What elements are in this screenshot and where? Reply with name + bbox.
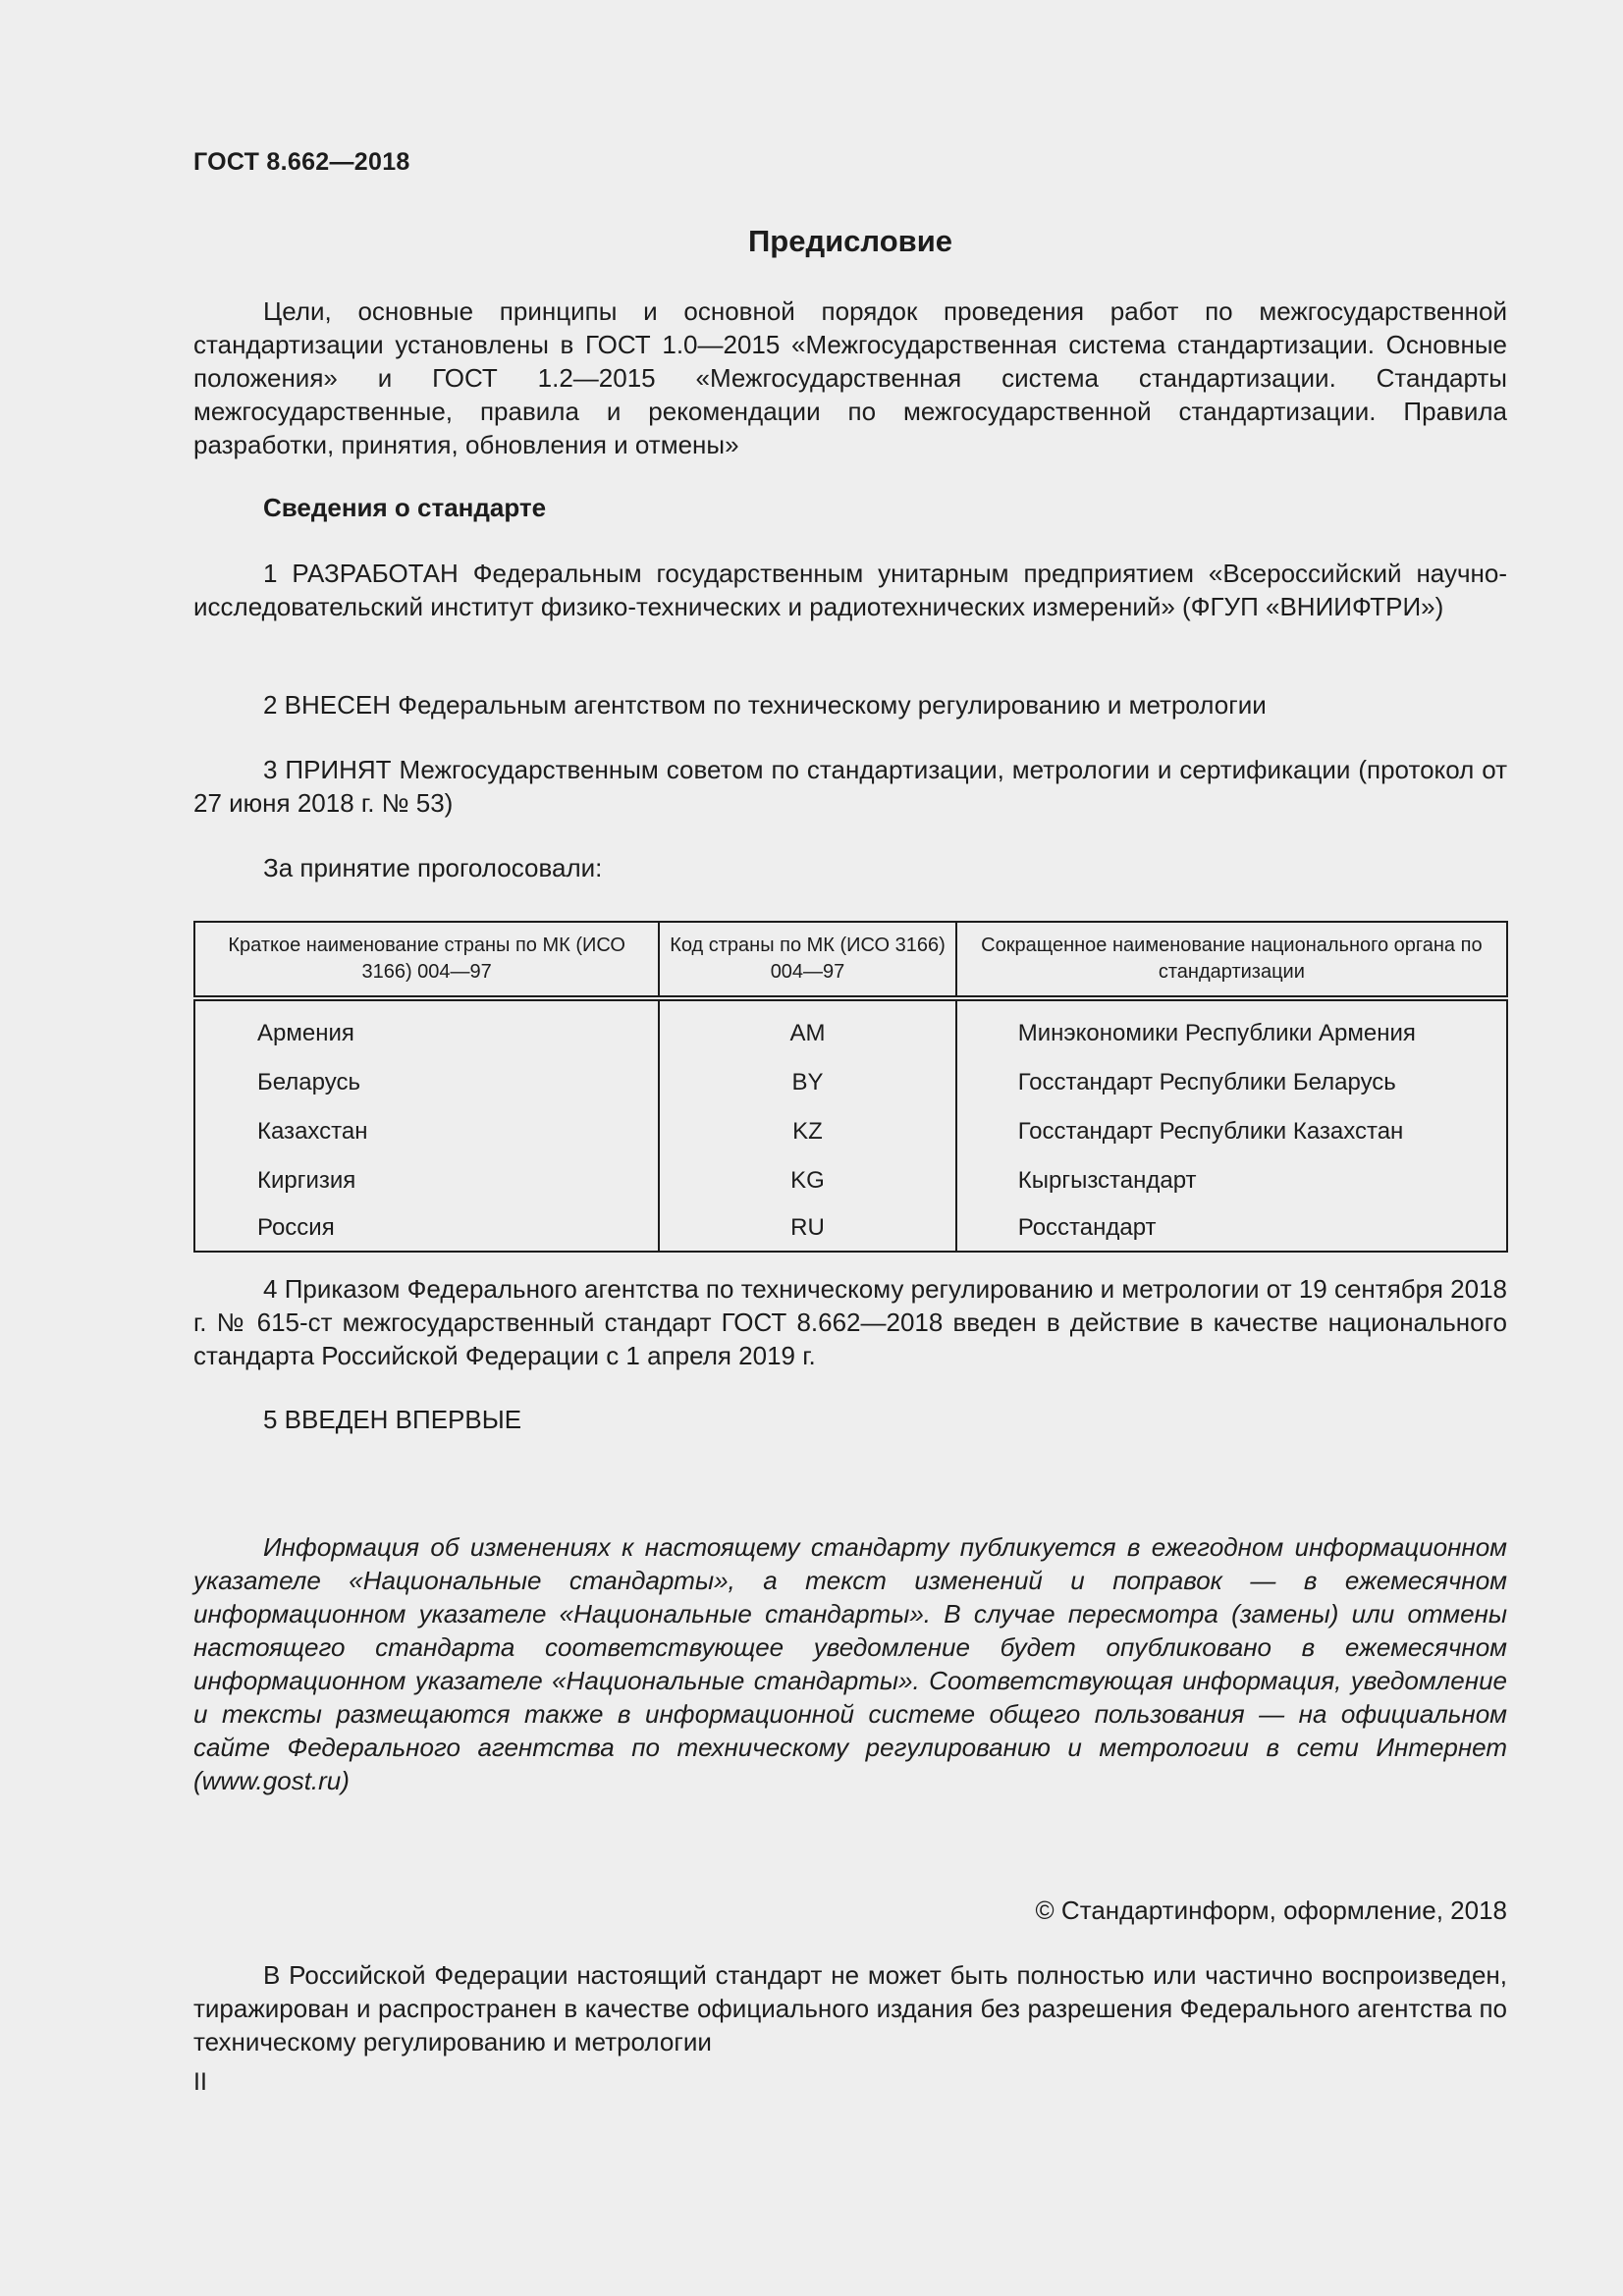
vote-label: За принятие проголосовали: [263, 853, 603, 882]
item-1-block [193, 557, 1507, 623]
info-heading: Сведения о стандарте [263, 493, 547, 522]
cell-country: Армения [257, 1020, 354, 1046]
cell-country: Казахстан [257, 1118, 368, 1145]
intro-section [193, 294, 1507, 461]
cell-country: Россия [257, 1214, 335, 1241]
table-row [194, 1205, 1507, 1252]
cell-country: Киргизия [257, 1167, 356, 1194]
intro-paragraph: Цели, основные принципы и основной порядок проведения работ по межгосударственной стандартизации установлены в ГОСТ 1.0—2015 «Межгосударственная система стандартизации. Основные положения» и ГОСТ 1.2—2015 «Межгосударственная система стандартизации. Стандарты межгосударственные, правила и рекомендации по межгосударственной стандартизации. Правила разработки, принятия, обновления и отмены» [193, 296, 1507, 459]
table-row [194, 1156, 1507, 1205]
cell-code: KG [659, 1156, 955, 1205]
header-organization: Сокращенное наименование национального органа по стандартизации [956, 922, 1507, 998]
header-country: Краткое наименование страны по МК (ИСО 3166) 004—97 [194, 922, 659, 998]
item-2: 2 ВНЕСЕН Федеральным агентством по техническому регулированию и метрологии [263, 690, 1267, 720]
rights-block [193, 1958, 1507, 2058]
item-3-block [193, 753, 1507, 820]
table-header-row [194, 922, 1507, 998]
reproduction-rights: В Российской Федерации настоящий стандарт не может быть полностью или частично воспроизведен, тиражирован и распространен в качестве официального издания без разрешения Федерального агентства по техническому регулированию и метрологии [193, 1960, 1507, 2056]
voting-table [193, 921, 1508, 1253]
table-row [194, 998, 1507, 1058]
changes-notice: Информация об изменениях к настоящему стандарту публикуется в ежегодном информационном указателе «Национальные стандарты», а текст изменений и поправок — в ежемесячном информационном указателе «Национальные стандарты». В случае пересмотра (замены) или отмены настоящего стандарта соответствующее уведомление будет опубликовано в ежемесячном информационном указателе «Национальные стандарты». Соответствующая информация, уведомление и тексты размещаются также в информационной системе общего пользования — на официальном сайте Федерального агентства по техническому регулированию и метрологии в сети Интернет (www.gost.ru) [193, 1532, 1507, 1795]
cell-organization: Кыргызстандарт [956, 1156, 1507, 1205]
cell-country: Беларусь [257, 1069, 360, 1095]
cell-code: RU [659, 1205, 955, 1252]
cell-organization: Госстандарт Республики Казахстан [956, 1107, 1507, 1156]
page-number: II [193, 2068, 207, 2096]
table-row [194, 1107, 1507, 1156]
info-heading-block [193, 491, 1507, 524]
copyright-line: © Стандартинформ, оформление, 2018 [1035, 1896, 1507, 1925]
notice-block [193, 1530, 1507, 1797]
item-2-block [193, 688, 1507, 721]
item-5: 5 ВВЕДЕН ВПЕРВЫЕ [263, 1405, 522, 1434]
copyright-block [193, 1894, 1507, 1927]
vote-label-block [193, 851, 1507, 884]
cell-code: KZ [659, 1107, 955, 1156]
item-4: 4 Приказом Федерального агентства по техническому регулированию и метрологии от 19 сентября 2018 г. № 615-ст межгосударственный стандарт ГОСТ 8.662—2018 введен в действие в качестве национального стандарта Российской Федерации с 1 апреля 2019 г. [193, 1274, 1507, 1370]
cell-organization: Минэкономики Республики Армения [956, 998, 1507, 1058]
cell-code: BY [659, 1058, 955, 1107]
document-header: ГОСТ 8.662—2018 [193, 148, 410, 176]
item-5-block [193, 1403, 1507, 1436]
cell-code: AM [659, 998, 955, 1058]
cell-organization: Госстандарт Республики Беларусь [956, 1058, 1507, 1107]
item-1: 1 РАЗРАБОТАН Федеральным государственным унитарным предприятием «Всероссийский научно-исследовательский институт физико-технических и радиотехнических измерений» (ФГУП «ВНИИФТРИ») [193, 559, 1507, 621]
item-3: 3 ПРИНЯТ Межгосударственным советом по стандартизации, метрологии и сертификации (протокол от 27 июня 2018 г. № 53) [193, 755, 1507, 818]
item-4-block [193, 1272, 1507, 1372]
cell-organization: Росстандарт [956, 1205, 1507, 1252]
header-code: Код страны по МК (ИСО 3166) 004—97 [659, 922, 955, 998]
table-row [194, 1058, 1507, 1107]
page-title: Предисловие [747, 224, 952, 258]
